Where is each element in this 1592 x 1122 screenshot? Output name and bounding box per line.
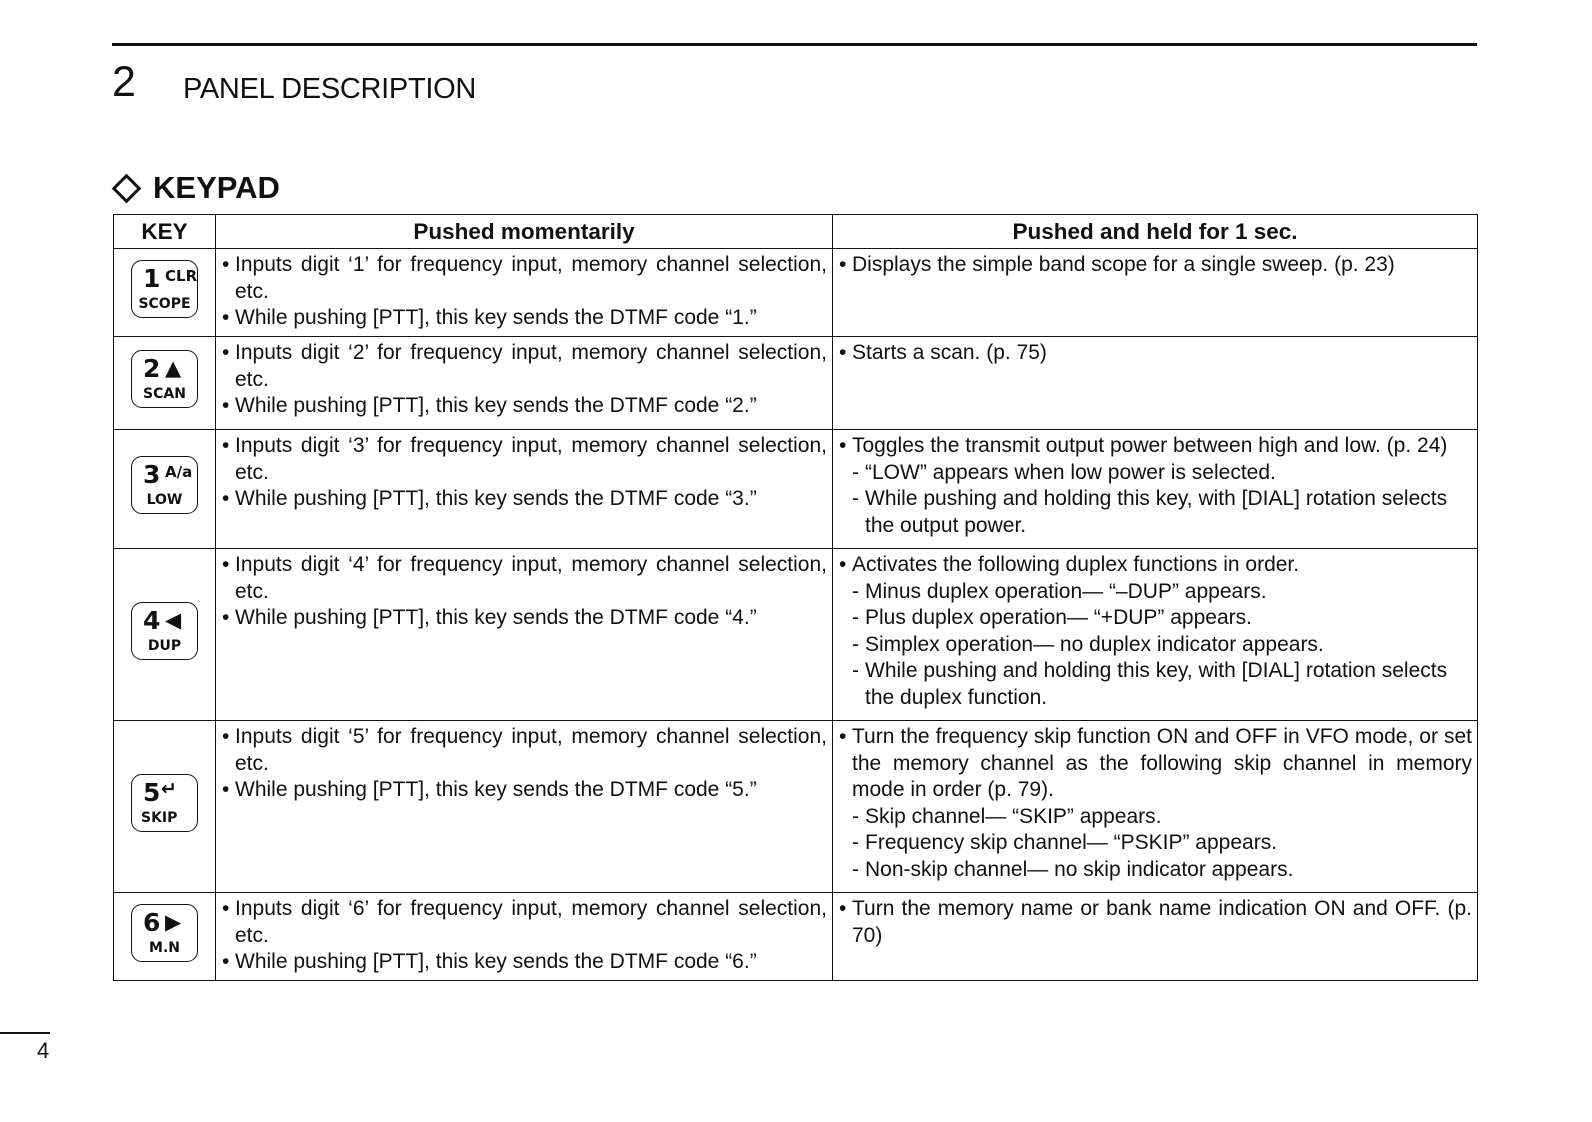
momentary-cell [216, 249, 833, 337]
table-row [114, 430, 1478, 549]
table-row [114, 893, 1478, 981]
key-label: M.N [149, 939, 180, 956]
enter-arrow-icon: ↵ [161, 777, 177, 800]
key-digit: 3 [143, 460, 161, 490]
key-4-dup [131, 602, 198, 660]
list-item: • Turn the memory name or bank name indication ON and OFF. (p. 70) [839, 896, 1472, 949]
key-2-scan [131, 350, 198, 408]
header-rule [112, 43, 1477, 46]
list-item: • Inputs digit ‘2’ for frequency input, memory channel selection, etc. [222, 340, 827, 393]
momentary-cell [216, 337, 833, 430]
key-label: SCOPE [138, 295, 191, 312]
chapter-number: 2 [112, 58, 136, 106]
momentary-cell [216, 893, 833, 981]
list-item: • While pushing [PTT], this key sends the DTMF code “2.” [222, 393, 827, 420]
list-item: • Displays the simple band scope for a single sweep. (p. 23) [839, 252, 1472, 279]
list-item: • Inputs digit ‘6’ for frequency input, memory channel selection, etc. [222, 896, 827, 949]
held-cell [833, 249, 1478, 337]
held-cell [833, 549, 1478, 721]
column-header-key: KEY [114, 215, 216, 249]
list-item: • While pushing [PTT], this key sends the DTMF code “3.” [222, 486, 827, 513]
sub-item: - Simplex operation— no duplex indicator appears. [852, 632, 1324, 656]
diamond-icon [112, 173, 142, 203]
list-item: • While pushing [PTT], this key sends the DTMF code “6.” [222, 949, 827, 976]
sub-item: - While pushing and holding this key, with [DIAL] rotation selects the duplex function. [852, 659, 1448, 709]
key-cell [114, 893, 216, 981]
section-heading [112, 169, 280, 207]
momentary-cell [216, 430, 833, 549]
key-digit: 4 [143, 605, 161, 635]
chapter-title: PANEL DESCRIPTION [183, 73, 477, 105]
list-item: • While pushing [PTT], this key sends the DTMF code “5.” [222, 777, 827, 804]
key-cell [114, 430, 216, 549]
table-row [114, 337, 1478, 430]
key-digit: 5 [143, 777, 161, 807]
key-label: SCAN [143, 386, 186, 403]
key-symbol: A/a [165, 463, 193, 482]
key-5-skip [131, 774, 198, 832]
footer-rule [0, 1032, 50, 1034]
key-label: SKIP [141, 809, 178, 826]
held-cell [833, 893, 1478, 981]
sub-item: - Frequency skip channel— “PSKIP” appears. [852, 831, 1278, 855]
list-item: • While pushing [PTT], this key sends the DTMF code “1.” [222, 305, 827, 332]
key-1-clr-scope [131, 260, 198, 318]
sub-item: - Non-skip channel— no skip indicator appears. [852, 857, 1294, 881]
keypad-table [113, 214, 1478, 981]
table-row [114, 721, 1478, 893]
key-cell [114, 549, 216, 721]
table-row [114, 549, 1478, 721]
table-header-row [114, 215, 1478, 249]
key-digit: 1 [143, 263, 161, 293]
list-item: • Turn the frequency skip function ON and OFF in VFO mode, or set the memory channel as the following skip channel in memory mode in order (p. 79). [839, 724, 1472, 804]
momentary-cell [216, 549, 833, 721]
list-item: • Toggles the transmit output power between high and low. (p. 24) [839, 433, 1472, 460]
key-cell [114, 337, 216, 430]
key-3-low [131, 456, 198, 514]
list-item: • Activates the following duplex functions in order. [839, 552, 1472, 579]
key-6-mn [131, 904, 198, 962]
key-digit: 6 [143, 907, 161, 937]
key-label: LOW [146, 492, 183, 509]
list-item: • Inputs digit ‘5’ for frequency input, memory channel selection, etc. [222, 724, 827, 777]
sub-item: - “LOW” appears when low power is selected. [852, 460, 1276, 484]
table-row [114, 249, 1478, 337]
column-header-momentary: Pushed momentarily [216, 215, 833, 249]
list-item: • Inputs digit ‘1’ for frequency input, memory channel selection, etc. [222, 252, 827, 305]
key-cell [114, 249, 216, 337]
sub-item: - Minus duplex operation— “–DUP” appears. [852, 579, 1267, 603]
left-triangle-icon: ◀ [165, 607, 182, 632]
list-item: • Inputs digit ‘3’ for frequency input, memory channel selection, etc. [222, 433, 827, 486]
sub-item: - While pushing and holding this key, with [DIAL] rotation selects the output power. [852, 487, 1448, 537]
sub-item: - Skip channel— “SKIP” appears. [852, 804, 1162, 828]
section-title: KEYPAD [153, 170, 280, 205]
key-label: DUP [147, 637, 182, 654]
up-triangle-icon: ▲ [165, 356, 182, 381]
list-item: • Starts a scan. (p. 75) [839, 340, 1472, 367]
column-header-held: Pushed and held for 1 sec. [833, 215, 1478, 249]
key-symbol: CLR [165, 266, 198, 285]
held-cell [833, 430, 1478, 549]
held-cell [833, 337, 1478, 430]
held-cell [833, 721, 1478, 893]
right-triangle-icon: ▶ [165, 909, 182, 934]
list-item: • Inputs digit ‘4’ for frequency input, memory channel selection, etc. [222, 552, 827, 605]
key-digit: 2 [143, 354, 161, 384]
sub-item: - Plus duplex operation— “+DUP” appears. [852, 606, 1252, 630]
list-item: • While pushing [PTT], this key sends the DTMF code “4.” [222, 605, 827, 632]
key-cell [114, 721, 216, 893]
momentary-cell [216, 721, 833, 893]
page-number: 4 [37, 1038, 50, 1063]
